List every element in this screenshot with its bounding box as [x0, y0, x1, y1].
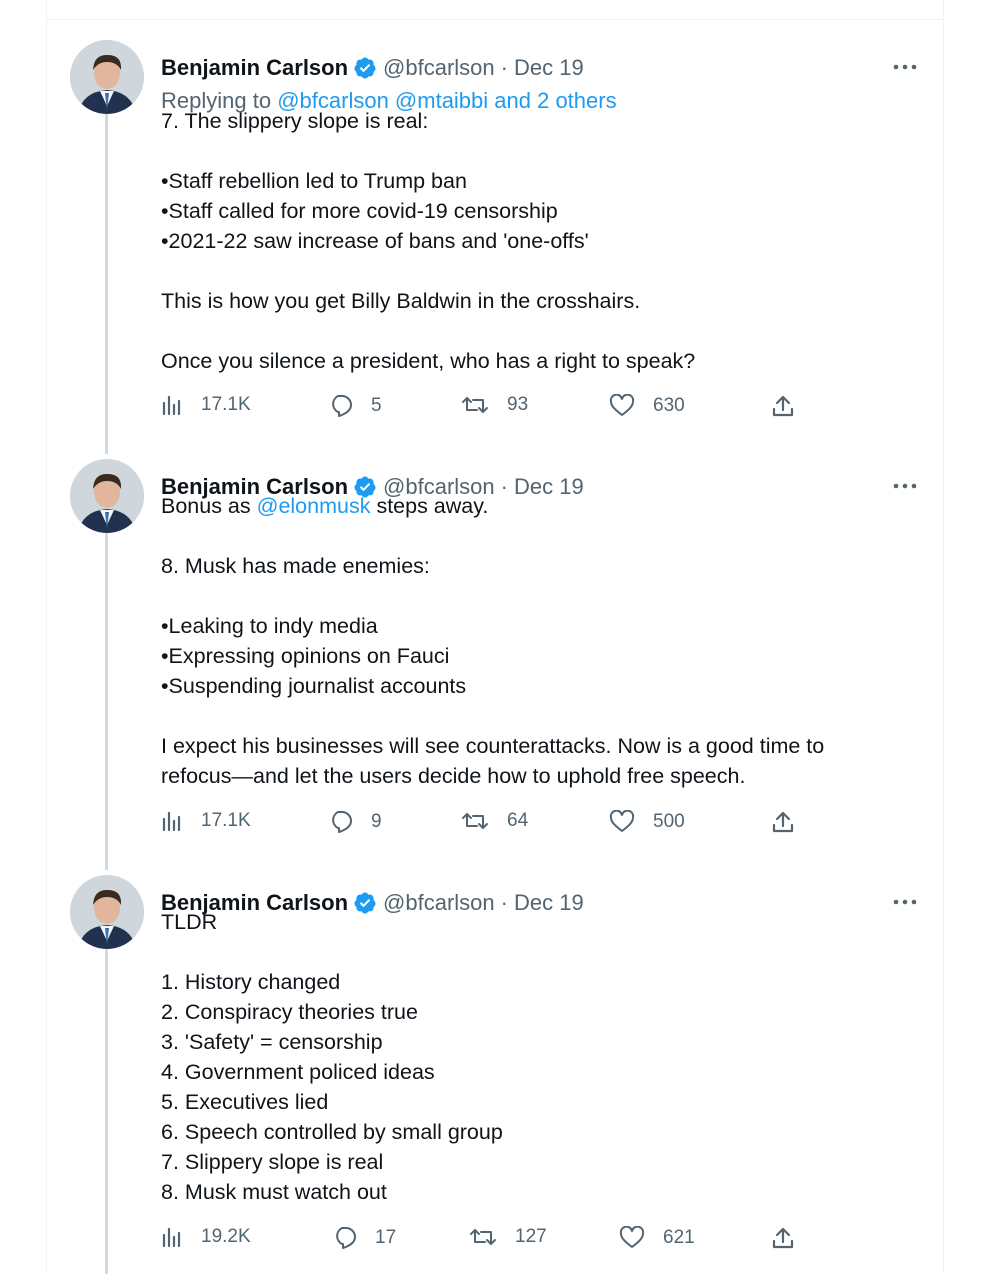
retweet-button[interactable]: [469, 1226, 547, 1248]
tweet-header: [161, 54, 584, 82]
retweet-count: 64: [507, 810, 529, 831]
share-button[interactable]: [771, 394, 813, 418]
text-line: [161, 491, 824, 521]
retweet-button[interactable]: [461, 810, 528, 832]
author-name[interactable]: Benjamin Carlson: [161, 474, 349, 499]
reply-icon: [327, 394, 353, 418]
tweet-actions: [161, 810, 801, 840]
reply-icon: [331, 1226, 357, 1250]
tweet-actions: [161, 394, 801, 424]
like-button[interactable]: [619, 1226, 695, 1250]
share-button[interactable]: [771, 1226, 813, 1250]
author-name[interactable]: Benjamin Carlson: [161, 890, 349, 915]
text-line: •Leaking to indy media: [161, 614, 378, 638]
views-button[interactable]: [161, 810, 251, 832]
author-handle[interactable]: @bfcarlson: [383, 55, 495, 80]
views-button[interactable]: [161, 394, 251, 416]
more-icon: [893, 483, 917, 489]
share-button[interactable]: [771, 810, 813, 834]
tweet-date[interactable]: Dec 19: [513, 890, 584, 915]
text-line: 7. The slippery slope is real:: [161, 109, 429, 133]
avatar[interactable]: [70, 875, 144, 949]
text-line: 3. 'Safety' = censorship: [161, 1030, 383, 1054]
separator: ·: [500, 474, 508, 499]
views-icon: [161, 1226, 183, 1248]
mention-link[interactable]: @elonmusk: [256, 494, 371, 518]
text-line: [161, 256, 695, 286]
more-icon: [893, 899, 917, 905]
reply-count: 17: [375, 1227, 397, 1248]
tweet-text: [161, 491, 824, 791]
author-handle[interactable]: @bfcarlson: [383, 890, 495, 915]
views-count: 17.1K: [201, 394, 251, 415]
more-button[interactable]: [890, 471, 920, 501]
text-segment: steps away.: [370, 494, 489, 518]
tweet-date[interactable]: Dec 19: [513, 474, 584, 499]
retweet-icon: [461, 394, 489, 416]
more-button[interactable]: [890, 52, 920, 82]
replying-to-label: Replying to: [161, 88, 272, 113]
text-line: 8. Musk must watch out: [161, 1180, 387, 1204]
like-count: 630: [653, 395, 685, 416]
more-icon: [893, 64, 917, 70]
avatar[interactable]: [70, 459, 144, 533]
text-line: 7. Slippery slope is real: [161, 1150, 384, 1174]
reply-button[interactable]: [327, 394, 382, 418]
text-line: [161, 937, 503, 967]
text-segment: Bonus as: [161, 494, 257, 518]
text-line: refocus—and let the users decide how to uphold free speech.: [161, 764, 746, 788]
share-icon: [771, 1226, 795, 1250]
text-line: 4. Government policed ideas: [161, 1060, 435, 1084]
text-line: I expect his businesses will see counterattacks. Now is a good time to: [161, 734, 825, 758]
text-line: •Staff called for more covid-19 censorship: [161, 199, 558, 223]
like-icon: [619, 1226, 645, 1250]
text-line: [161, 521, 824, 551]
text-line: 5. Executives lied: [161, 1090, 329, 1114]
author-handle[interactable]: @bfcarlson: [383, 474, 495, 499]
retweet-count: 127: [515, 1226, 547, 1247]
tweet-text: [161, 106, 695, 376]
tweet[interactable]: [46, 14, 944, 430]
avatar-photo: [70, 875, 144, 949]
like-button[interactable]: [609, 810, 685, 834]
reply-button[interactable]: [331, 1226, 396, 1250]
tweet-actions: [161, 1226, 801, 1256]
retweet-icon: [461, 810, 489, 832]
text-line: •Suspending journalist accounts: [161, 674, 467, 698]
like-icon: [609, 394, 635, 418]
separator: ·: [500, 55, 508, 80]
tweet-text: [161, 907, 503, 1207]
avatar[interactable]: [70, 40, 144, 114]
like-button[interactable]: [609, 394, 685, 418]
verified-icon: [353, 56, 377, 80]
share-icon: [771, 394, 795, 418]
views-count: 19.2K: [201, 1226, 251, 1247]
text-line: 1. History changed: [161, 970, 341, 994]
views-button[interactable]: [161, 1226, 251, 1248]
retweet-button[interactable]: [461, 394, 528, 416]
text-line: This is how you get Billy Baldwin in the crosshairs.: [161, 289, 641, 313]
text-line: [161, 136, 695, 166]
text-line: TLDR: [161, 910, 218, 934]
text-line: •Expressing opinions on Fauci: [161, 644, 450, 668]
reply-icon: [327, 810, 353, 834]
more-button[interactable]: [890, 887, 920, 917]
tweet-date[interactable]: Dec 19: [513, 55, 584, 80]
reply-count: 5: [371, 395, 382, 416]
text-line: Once you silence a president, who has a right to speak?: [161, 349, 696, 373]
text-line: 6. Speech controlled by small group: [161, 1120, 503, 1144]
reply-button[interactable]: [327, 810, 382, 834]
tweet[interactable]: [46, 433, 944, 849]
avatar-photo: [70, 40, 144, 114]
text-line: [161, 701, 824, 731]
like-count: 500: [653, 811, 685, 832]
avatar-photo: [70, 459, 144, 533]
text-line: [161, 581, 824, 611]
text-line: 2. Conspiracy theories true: [161, 1000, 418, 1024]
views-icon: [161, 810, 183, 832]
like-icon: [609, 810, 635, 834]
reply-target-links[interactable]: @bfcarlson @mtaibbi and 2 others: [277, 88, 617, 113]
share-icon: [771, 810, 795, 834]
text-line: •Staff rebellion led to Trump ban: [161, 169, 467, 193]
text-line: [161, 316, 695, 346]
tweet[interactable]: [46, 849, 944, 1265]
views-count: 17.1K: [201, 810, 251, 831]
retweet-icon: [469, 1226, 497, 1248]
text-line: 8. Musk has made enemies:: [161, 554, 430, 578]
like-count: 621: [663, 1227, 695, 1248]
separator: ·: [500, 890, 508, 915]
text-line: •2021-22 saw increase of bans and 'one-offs': [161, 229, 589, 253]
views-icon: [161, 394, 183, 416]
author-name[interactable]: Benjamin Carlson: [161, 55, 349, 80]
retweet-count: 93: [507, 394, 529, 415]
reply-count: 9: [371, 811, 382, 832]
